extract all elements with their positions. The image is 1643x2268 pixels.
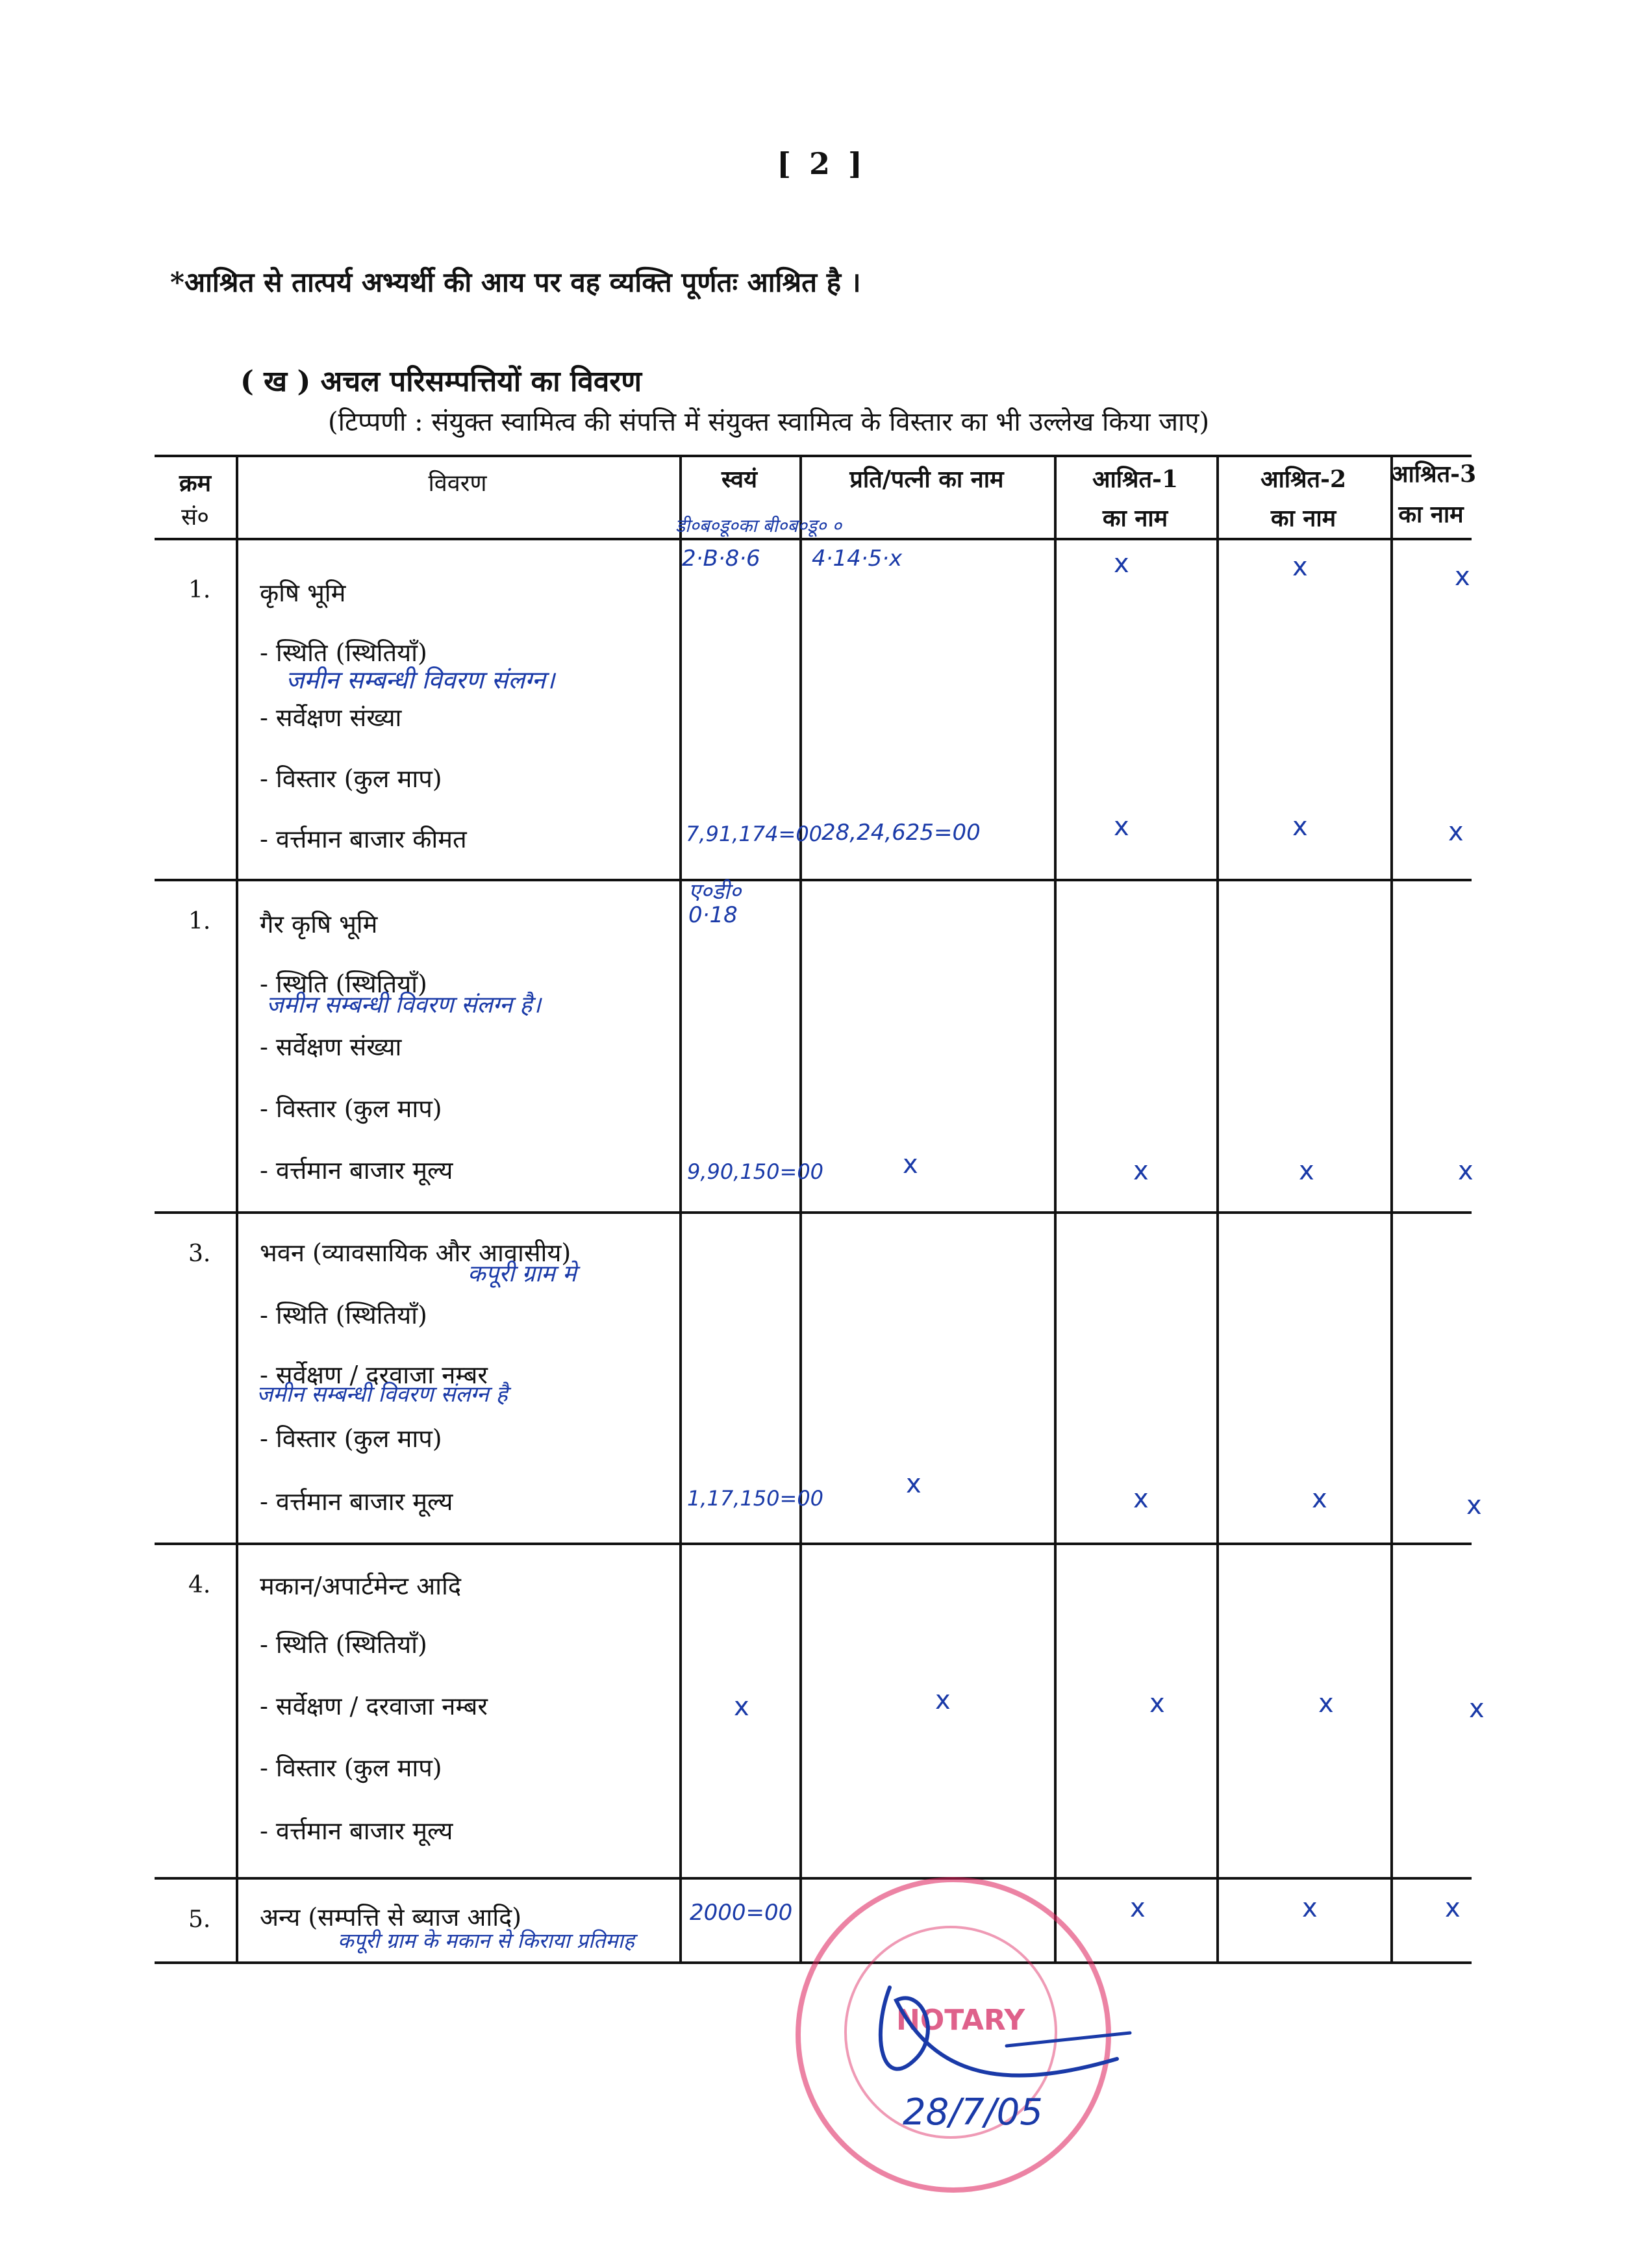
table-col-rule (236, 455, 238, 1963)
handwritten-nonagri-value: 9,90,150=00 (687, 1159, 824, 1184)
cross-mark: x (1133, 1156, 1149, 1186)
header-description: विवरण (428, 470, 487, 497)
signature-icon (844, 1961, 1143, 2130)
handwritten-building-location: कपूरी ग्राम मे (468, 1261, 577, 1287)
footnote: *आश्रित से तात्पर्य अभ्यर्थी की आय पर वह व्यक्ति पूर्णतः आश्रित है । (170, 266, 861, 298)
row-item: - विस्तार (कुल माप) (260, 1424, 442, 1453)
cross-mark: x (1149, 1689, 1165, 1719)
cross-mark: x (1455, 562, 1470, 592)
notary-label: NOTARY (896, 2004, 1025, 2037)
row-item: - वर्त्तमान बाजार मूल्य (260, 1156, 453, 1185)
header-dependent-2-sub: का नाम (1270, 505, 1336, 532)
section-note: (टिप्पणी : संयुक्त स्वामित्व की संपत्ति में संयुक्त स्वामित्व के विस्तार का भी उल्लेख किया जाए) (328, 407, 1210, 437)
cross-mark: x (1114, 549, 1129, 579)
row-item: - सर्वेक्षण संख्या (260, 703, 402, 732)
row-item: - वर्त्तमान बाजार मूल्य (260, 1487, 453, 1516)
cross-mark: x (1466, 1491, 1482, 1520)
handwritten-other-note: कपूरी ग्राम के मकान से किराया प्रतिमाह (338, 1928, 634, 1953)
cross-mark: x (903, 1150, 918, 1179)
handwritten-spouse-area: 4·14·5·x (812, 546, 903, 572)
row-item: - स्थिति (स्थितियाँ) (260, 970, 427, 998)
row-item: - विस्तार (कुल माप) (260, 764, 442, 793)
header-sno-line1: क्रम (179, 470, 212, 497)
cross-mark: x (1312, 1484, 1327, 1514)
table-col-rule (1216, 455, 1219, 1963)
handwritten-other-value: 2000=00 (690, 1900, 793, 1926)
handwritten-self-area: 2·B·8·6 (682, 546, 760, 572)
table-rule (155, 1543, 1472, 1545)
header-spouse: प्रति/पत्नी का नाम (849, 466, 1004, 493)
header-self: स्वयं (721, 466, 757, 493)
handwritten-header-note: डी०ब०डू०का बी०ब०डू० ० (675, 515, 842, 536)
row-item: - स्थिति (स्थितियाँ) (260, 1301, 427, 1329)
handwritten-spouse-value: 28,24,625=00 (822, 820, 981, 846)
table-rule (155, 1211, 1472, 1214)
cross-mark: x (1469, 1694, 1485, 1724)
table-col-rule (799, 455, 802, 1963)
cross-mark: x (1445, 1893, 1461, 1923)
handwritten-land-note: जमीन सम्बन्धी विवरण संलग्न। (286, 666, 555, 694)
row-title: भवन (व्यावसायिक और आवासीय) (260, 1239, 571, 1267)
table-rule (155, 538, 1472, 540)
row-item: - सर्वेक्षण / दरवाजा नम्बर (260, 1361, 488, 1389)
row-title: मकान/अपार्टमेन्ट आदि (260, 1572, 461, 1600)
cross-mark: x (906, 1469, 922, 1499)
cross-mark: x (1302, 1893, 1318, 1923)
handwritten-nonagri-note: जमीन सम्बन्धी विवरण संलग्न है। (266, 992, 542, 1018)
row-item: - विस्तार (कुल माप) (260, 1094, 442, 1123)
cross-mark: x (1448, 817, 1464, 847)
table-col-rule (1390, 455, 1393, 1963)
cross-mark: x (734, 1692, 749, 1722)
row-item: - स्थिति (स्थितियाँ) (260, 1630, 427, 1659)
header-dependent-3-sub: का नाम (1398, 501, 1464, 528)
row-item: - सर्वेक्षण संख्या (260, 1033, 402, 1061)
handwritten-building-value: 1,17,150=00 (687, 1486, 824, 1511)
cross-mark: x (1458, 1156, 1474, 1186)
cross-mark: x (1292, 552, 1308, 582)
notary-date: 28/7/05 (903, 2091, 1043, 2134)
row-title: अन्य (सम्पत्ति से ब्याज आदि) (260, 1903, 522, 1932)
cross-mark: x (1130, 1893, 1146, 1923)
handwritten-nonagri-area: ए०डी० 0·18 (688, 879, 742, 928)
section-title: ( ख ) अचल परिसम्पत्तियों का विवरण (240, 365, 642, 398)
cross-mark: x (1318, 1689, 1334, 1719)
table-col-rule (1054, 455, 1057, 1963)
table-rule (155, 879, 1472, 881)
row-title: कृषि भूमि (260, 579, 346, 607)
row-sno: 3. (188, 1241, 211, 1267)
cross-mark: x (1114, 812, 1129, 842)
cross-mark: x (1292, 812, 1308, 842)
header-dependent-3: आश्रित-3 (1390, 460, 1477, 488)
row-item: - सर्वेक्षण / दरवाजा नम्बर (260, 1692, 488, 1720)
table-rule (155, 1877, 1472, 1880)
row-sno: 1. (188, 577, 211, 603)
row-item: - वर्त्तमान बाजार कीमत (260, 825, 467, 853)
row-title: गैर कृषि भूमि (260, 910, 378, 939)
header-dependent-1: आश्रित-1 (1092, 466, 1179, 493)
row-item: - स्थिति (स्थितियाँ) (260, 638, 427, 667)
row-sno: 4. (188, 1572, 211, 1598)
page-number: [ 2 ] (777, 146, 866, 181)
row-sno: 5. (188, 1906, 211, 1933)
row-sno: 1. (188, 908, 211, 935)
row-item: - विस्तार (कुल माप) (260, 1754, 442, 1782)
handwritten-self-value: 7,91,174=00 (686, 822, 823, 846)
handwritten-building-note: जमीन सम्बन्धी विवरण संलग्न है (257, 1381, 508, 1407)
header-sno-line2: सं० (181, 504, 210, 531)
header-dependent-1-sub: का नाम (1102, 505, 1168, 532)
cross-mark: x (935, 1685, 951, 1715)
table-rule (155, 455, 1472, 457)
row-item: - वर्त्तमान बाजार मूल्य (260, 1817, 453, 1845)
cross-mark: x (1299, 1156, 1314, 1186)
header-dependent-2: आश्रित-2 (1260, 466, 1347, 493)
cross-mark: x (1133, 1484, 1149, 1514)
table-col-rule (679, 455, 682, 1963)
